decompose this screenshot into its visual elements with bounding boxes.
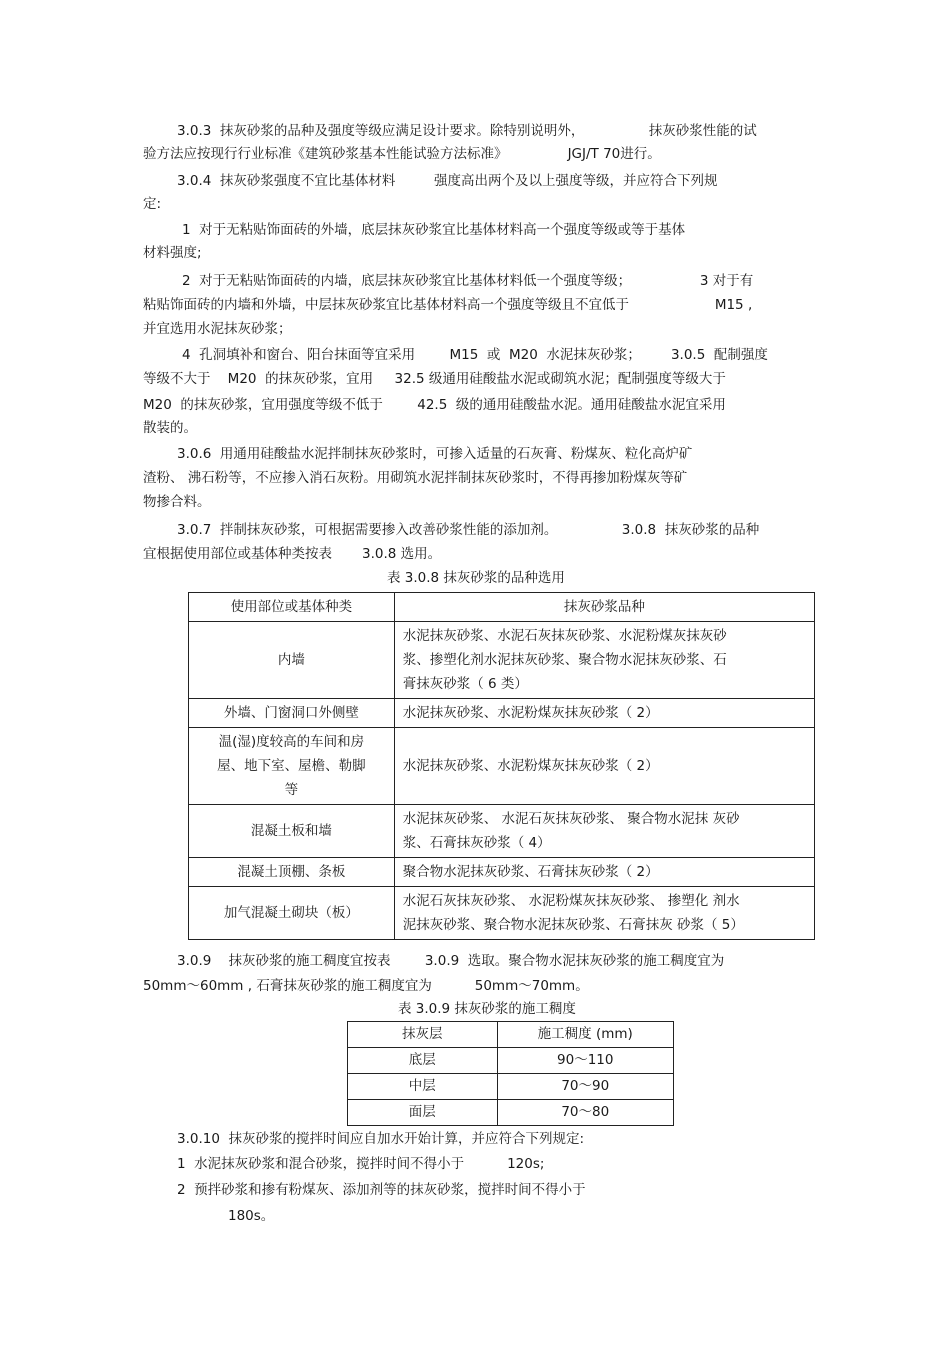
header-cell-layer: 抹灰层	[348, 1022, 498, 1048]
cell-layer: 中层	[348, 1074, 498, 1100]
cell-line: 浆、掺塑化剂水泥抹灰砂浆、聚合物水泥抹灰砂浆、石	[402, 652, 727, 668]
table-3-0-8-caption: 表 3.0.8 抹灰砂浆的品种选用	[387, 570, 565, 586]
cell-line: 泥抹灰砂浆、聚合物水泥抹灰砂浆、石膏抹灰 砂浆（ 5）	[402, 917, 744, 933]
table-row	[348, 1048, 674, 1074]
cell-consistency: 90～110	[497, 1048, 674, 1074]
table-row	[189, 805, 815, 858]
cell-consistency: 70～90	[497, 1074, 674, 1100]
table-3-0-9-caption: 表 3.0.9 抹灰砂浆的施工稠度	[398, 1001, 576, 1017]
cell-part	[189, 622, 395, 699]
para-3-0-6-line2: 渣粉、 沸石粉等，不应掺入消石灰粉。用砌筑水泥拌制抹灰砂浆时，不得再掺加粉煤灰等矿	[143, 470, 688, 486]
table-row	[189, 858, 815, 887]
item-1-line1: 1 对于无粘贴饰面砖的外墙，底层抹灰砂浆宜比基体材料高一个强度等级或等于基体	[182, 222, 686, 238]
cell-line: 混凝土顶棚、条板	[237, 864, 346, 880]
cell-part	[189, 805, 395, 858]
cell-line: 温(湿)度较高的车间和房	[218, 734, 365, 750]
cell-line: 等	[284, 782, 299, 798]
para-3-0-10-item1: 1 水泥抹灰砂浆和混合砂浆，搅拌时间不得小于 120s;	[177, 1156, 545, 1172]
para-3-0-4-line2: 定:	[143, 196, 162, 212]
cell-line: 水泥抹灰砂浆、水泥粉煤灰抹灰砂浆（ 2）	[402, 758, 659, 774]
cell-types	[394, 858, 814, 887]
cell-line: 浆、石膏抹灰砂浆（ 4）	[402, 835, 551, 851]
para-3-0-3-line2: 验方法应按现行行业标准《建筑砂浆基本性能试验方法标准》 JGJ/T 70进行。	[143, 146, 661, 162]
cell-part	[189, 728, 395, 805]
cell-line: 膏抹灰砂浆（ 6 类）	[402, 676, 528, 692]
cell-line: 屋、地下室、屋檐、勒脚	[217, 758, 366, 774]
table-row	[189, 728, 815, 805]
cell-part	[189, 699, 395, 728]
item-4-line4: 散装的。	[143, 420, 197, 436]
cell-types	[394, 728, 814, 805]
item-4-line1: 4 孔洞填补和窗台、阳台抹面等宜采用 M15 或 M20 水泥抹灰砂浆； 3.0.5 配制强度	[182, 347, 768, 363]
cell-layer: 面层	[348, 1100, 498, 1126]
item-4-line3: M20 的抹灰砂浆，宜用强度等级不低于 42.5 级的通用硅酸盐水泥。通用硅酸盐水泥宜采用	[143, 397, 726, 413]
cell-types	[394, 622, 814, 699]
cell-line: 水泥抹灰砂浆、水泥石灰抹灰砂浆、水泥粉煤灰抹灰砂	[402, 628, 727, 644]
item-2-line2: 粘贴饰面砖的内墙和外墙，中层抹灰砂浆宜比基体材料高一个强度等级且不宜低于 M15 ,	[143, 297, 753, 313]
para-3-0-9-line2: 50mm～60mm , 石膏抹灰砂浆的施工稠度宜为 50mm～70mm。	[143, 978, 589, 994]
cell-line: 外墙、门窗洞口外侧壁	[223, 705, 359, 721]
para-3-0-4-line1: 3.0.4 抹灰砂浆强度不宜比基体材料 强度高出两个及以上强度等级，并应符合下列规	[177, 173, 718, 189]
table-row	[189, 699, 815, 728]
para-3-0-7-line1: 3.0.7 拌制抹灰砂浆，可根据需要掺入改善砂浆性能的添加剂。 3.0.8 抹灰砂浆的品种	[177, 522, 760, 538]
table-header-row	[189, 593, 815, 622]
para-3-0-3-line1: 3.0.3 抹灰砂浆的品种及强度等级应满足设计要求。除特别说明外， 抹灰砂浆性能的试	[177, 123, 757, 139]
table-row	[189, 622, 815, 699]
cell-part	[189, 858, 395, 887]
para-3-0-10-item2-cont: 180s。	[228, 1208, 275, 1224]
cell-line: 水泥抹灰砂浆、 水泥石灰抹灰砂浆、 聚合物水泥抹 灰砂	[402, 811, 740, 827]
para-3-0-10-line1: 3.0.10 抹灰砂浆的搅拌时间应自加水开始计算，并应符合下列规定:	[177, 1131, 585, 1147]
para-3-0-7-line2: 宜根据使用部位或基体种类按表 3.0.8 选用。	[143, 546, 442, 562]
table-row	[348, 1074, 674, 1100]
header-cell-types: 抹灰砂浆品种	[394, 593, 814, 622]
para-3-0-10-item2: 2 预拌砂浆和掺有粉煤灰、添加剂等的抹灰砂浆，搅拌时间不得小于	[177, 1182, 586, 1198]
para-3-0-9-line1: 3.0.9 抹灰砂浆的施工稠度宜按表 3.0.9 选取。聚合物水泥抹灰砂浆的施工稠度宜为	[177, 953, 725, 969]
cell-line: 混凝土板和墙	[250, 823, 332, 839]
cell-consistency: 70～80	[497, 1100, 674, 1126]
cell-line: 内墙	[277, 652, 305, 668]
table-3-0-8	[188, 592, 815, 940]
cell-line: 水泥抹灰砂浆、水泥粉煤灰抹灰砂浆（ 2）	[402, 705, 659, 721]
header-cell-consistency: 施工稠度 (mm)	[497, 1022, 674, 1048]
table-row	[189, 887, 815, 940]
cell-line: 水泥石灰抹灰砂浆、 水泥粉煤灰抹灰砂浆、 掺塑化 剂水	[402, 893, 740, 909]
item-2-line1: 2 对于无粘贴饰面砖的内墙，底层抹灰砂浆宜比基体材料低一个强度等级； 3 对于有	[182, 273, 754, 289]
table-row	[348, 1100, 674, 1126]
item-2-line3: 并宜选用水泥抹灰砂浆；	[143, 321, 292, 337]
cell-line: 聚合物水泥抹灰砂浆、石膏抹灰砂浆（ 2）	[402, 864, 659, 880]
item-1-line2: 材料强度;	[143, 245, 202, 261]
cell-types	[394, 887, 814, 940]
cell-layer: 底层	[348, 1048, 498, 1074]
cell-part	[189, 887, 395, 940]
table-header-row	[348, 1022, 674, 1048]
cell-line: 加气混凝土砌块（板）	[223, 905, 359, 921]
cell-types	[394, 699, 814, 728]
para-3-0-6-line1: 3.0.6 用通用硅酸盐水泥拌制抹灰砂浆时，可掺入适量的石灰膏、粉煤灰、粒化高炉矿	[177, 446, 693, 462]
table-3-0-9	[347, 1021, 674, 1126]
header-cell-part: 使用部位或基体种类	[189, 593, 395, 622]
item-4-line2: 等级不大于 M20 的抹灰砂浆，宜用 32.5 级通用硅酸盐水泥或砌筑水泥；配制强度等级大于	[143, 371, 726, 387]
cell-types	[394, 805, 814, 858]
para-3-0-6-line3: 物掺合料。	[143, 494, 211, 510]
